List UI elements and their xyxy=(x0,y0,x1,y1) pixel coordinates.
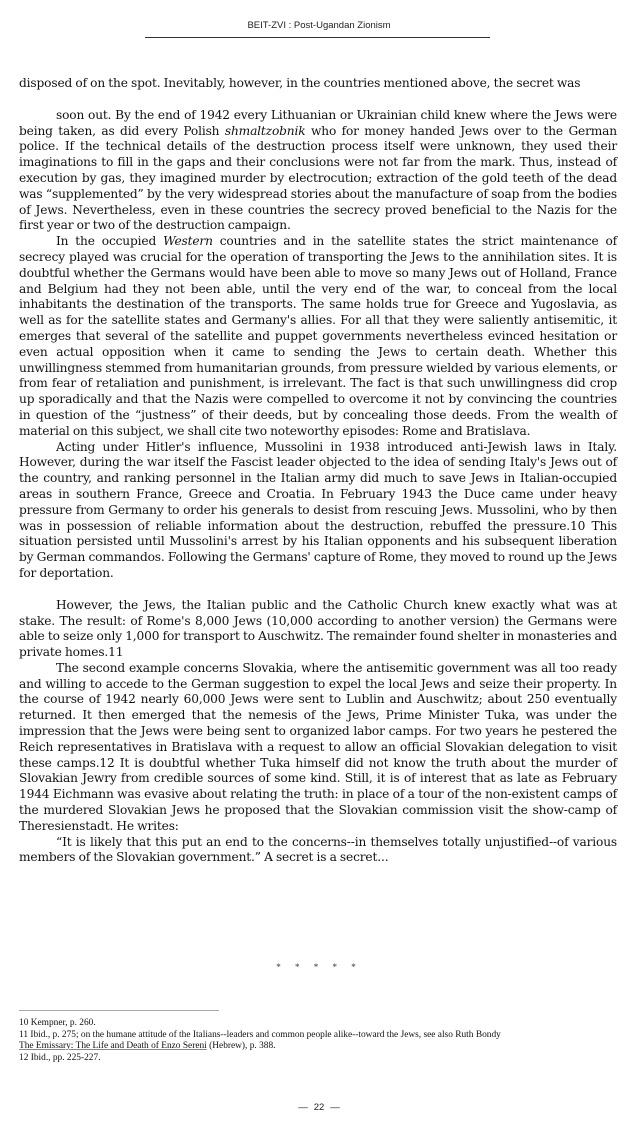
text-run: who for money handed Jews over to the German police. If the technical details of the destruction process itself were unknown, they used their imaginations to fill in the gaps and their conclusions were not far from the mark. Thus, instead of execution by gas, they imagined murder by electrocution; extraction of the gold teeth of the dead was “supplemented” by the very widespread stories about the manufacture of soap from the bodies of Jews. Nevertheless, even in these countries the secrecy proved beneficial to the Nazis for the first year or two of the destruction campaign. xyxy=(19,123,617,233)
page-footer xyxy=(0,1102,638,1113)
footnote-10: 10 Kempner, p. 260. xyxy=(19,1018,96,1028)
text-run: soon out. By the end of 1942 every Lithuanian or Ukrainian child knew where the Jews were being taken, as did every Polish xyxy=(19,107,617,138)
footnote-12: 12 Ibid., pp. 225-227. xyxy=(19,1052,101,1063)
section-break: * * * * * xyxy=(276,962,362,972)
paragraph-continued: disposed of on the spot. Inevitably, however, in the countries mentioned above, the secret was xyxy=(19,76,581,90)
footnote-11 xyxy=(19,1030,619,1053)
italic-term: shmaltzobnik xyxy=(224,123,306,138)
header-rule xyxy=(145,37,490,38)
paragraph-slovakia: The second example concerns Slovakia, where the antisemitic government was all too ready and willing to accede to the German suggestion to expel the local Jews and seize their property. In the course of 1942 nearly 60,000 Jews were sent to Lublin and Auschwitz; about 250 eventually returned. It then emerged that the nemesis of the Jews, Prime Minister Tuka, was under the impression that the Jews were being sent to organized labor camps. For two years he pestered the Reich representatives in Bratislava with a request to allow an official Slovakian delegation to visit these camps.12 It is doubtful whether Tuka himself did not know the truth about the murder of Slovakian Jewry from credible sources of some kind. Still, it is of interest that as late as February 1944 Eichmann was evasive about relating the truth: in place of a tour of the non-existent camps of the murdered Slovakian Jews he proposed that the Slovakian commission visit the show-camp of Theresienstadt. He writes: xyxy=(19,660,617,833)
footnote-divider xyxy=(19,1010,219,1011)
footnote-11-book-title: The Emissary: The Life and Death of Enzo Sereni xyxy=(19,1041,207,1051)
footnote-11-tail: (Hebrew), p. 388. xyxy=(206,1041,276,1051)
dash-left: — xyxy=(298,1102,308,1113)
body-text xyxy=(19,76,617,866)
paragraph-quote: “It is likely that this put an end to the concerns--in themselves totally unjustified--of various members of the Slovakian government.” A secret is a secret... xyxy=(19,834,617,865)
footnotes xyxy=(19,1018,619,1064)
paragraph-secrecy-east xyxy=(19,108,617,234)
footnote-11-text: 11 Ibid., p. 275; on the humane attitude of the Italians--leaders and common people alike--toward the Jews, see also Ruth Bondy xyxy=(19,1029,501,1040)
header-title: BEIT-ZVI : Post-Ugandan Zionism xyxy=(247,20,391,31)
dash-right: — xyxy=(330,1102,340,1113)
page-number: 22 xyxy=(313,1102,325,1113)
text-run: In the occupied xyxy=(56,234,164,249)
italic-term: Western xyxy=(163,234,213,249)
running-header xyxy=(0,20,638,31)
text-run: countries and in the satellite states the strict maintenance of secrecy played was crucial for the operation of transporting the Jews to the annihilation sites. It is doubtful whether the Germans would have been able to move so many Jews out of Holland, France and Belgium had they not been able, until the very end of the war, to conceal from the local inhabitants the destination of the transports. The same holds true for Greece and Yugoslavia, as well as for the satellite states and Germany's allies. For all that they were saliently antisemitic, it emerges that several of the satellite and puppet governments nevertheless evinced hesitation or even actual opposition when it came to sending the Jews to certain death. Whether this unwillingness stemmed from humanitarian grounds, from pressure wielded by various elements, or from fear of retaliation and punishment, is irrelevant. The fact is that such unwillingness did crop up sporadically and that the Nazis were compelled to overcome it not by convincing the countries in question of the “justness” of their deeds, but by concealing those deeds. From the wealth of material on this subject, we shall cite two noteworthy episodes: Rome and Bratislava. xyxy=(19,234,617,438)
paragraph-secrecy-west xyxy=(19,234,617,439)
paragraph-rome: However, the Jews, the Italian public and the Catholic Church knew exactly what was at stake. The result: of Rome's 8,000 Jews (10,000 according to another version) the Germans were able to seize only 1,000 for transport to Auschwitz. The remainder found shelter in monasteries and private homes.11 xyxy=(19,597,617,660)
paragraph-mussolini: Acting under Hitler's influence, Mussolini in 1938 introduced anti-Jewish laws in Italy. However, during the war itself the Fascist leader objected to the idea of sending Italy's Jews out of the country, and ranking personnel in the Italian army did much to save Jews in Italian-occupied areas in southern France, Greece and Croatia. In February 1943 the Duce came under heavy pressure from Germany to order his generals to desist from rescuing Jews. Mussolini, who by then was in possession of reliable information about the destruction, rebuffed the pressure.10 This situation persisted until Mussolini's arrest by his Italian opponents and his subsequent liberation by German commandos. Following the Germans' capture of Rome, they moved to round up the Jews for deportation. xyxy=(19,439,617,580)
